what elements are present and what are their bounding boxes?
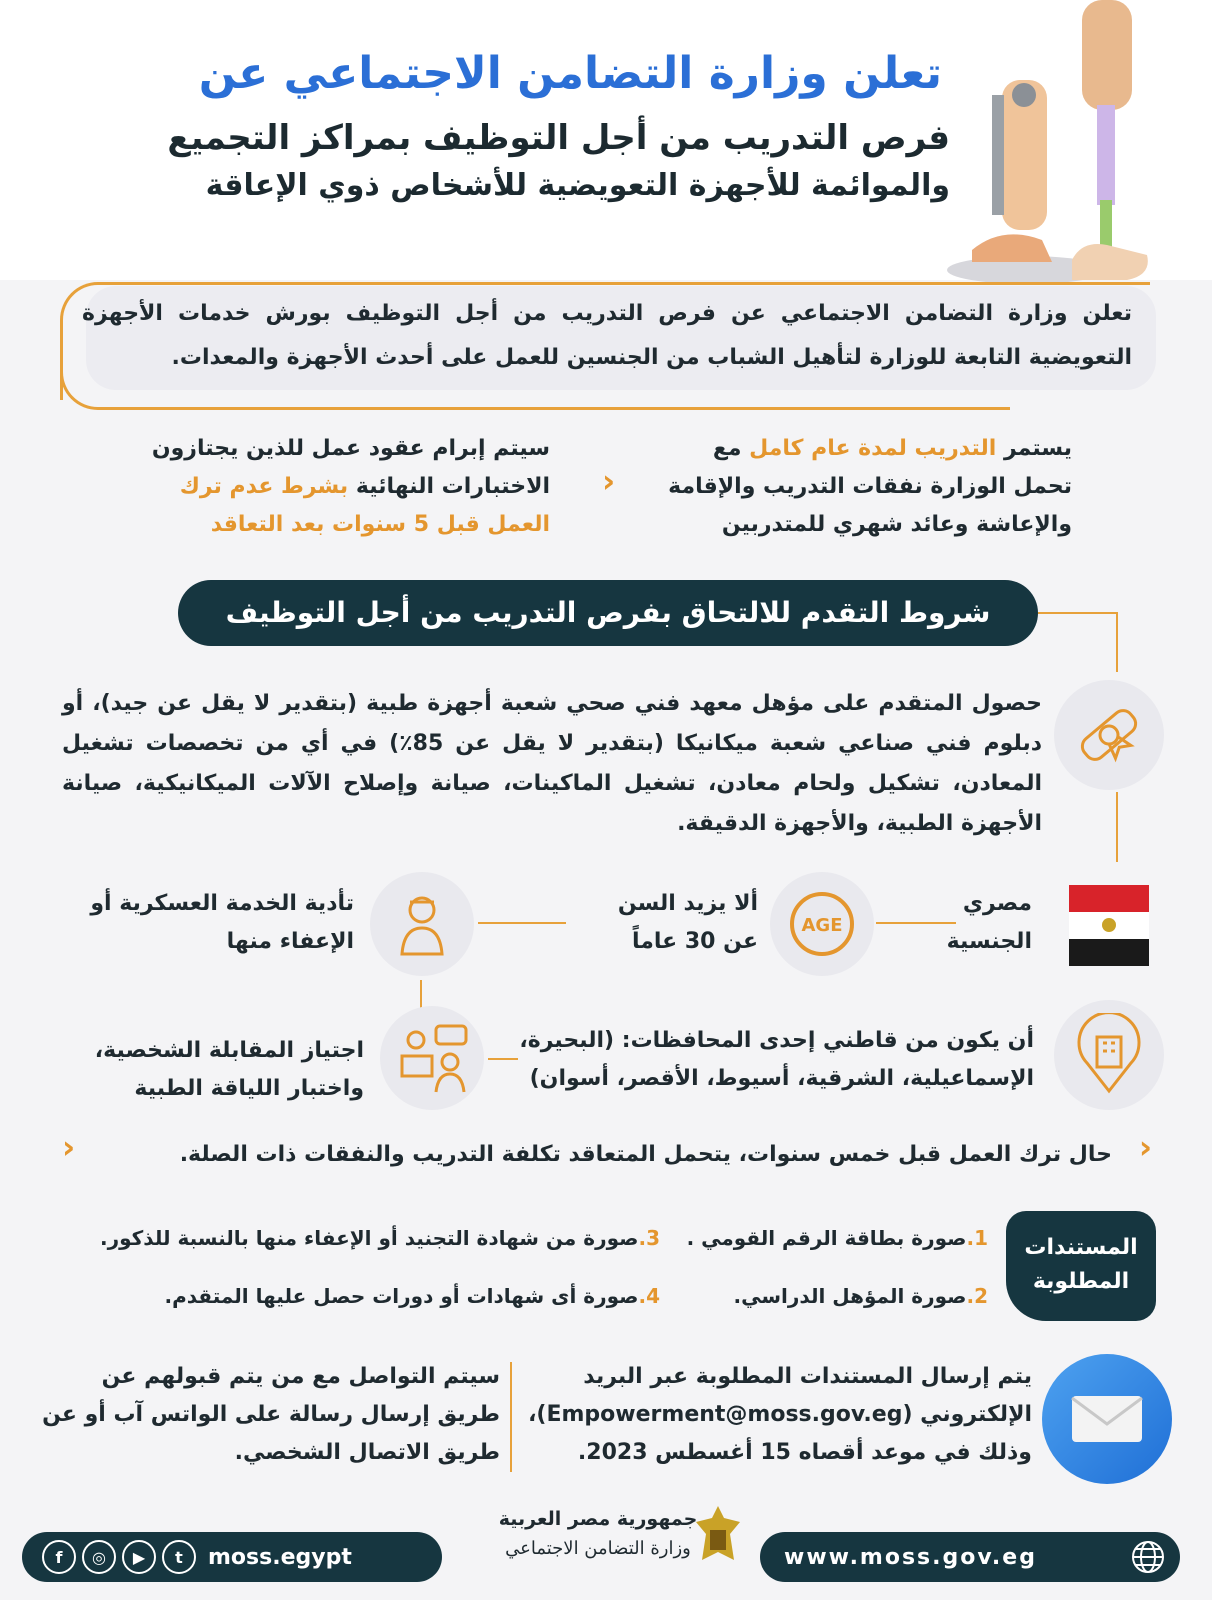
divider xyxy=(510,1362,512,1472)
globe-icon xyxy=(1130,1539,1166,1575)
connector-line xyxy=(1116,612,1118,672)
logo-ministry: وزارة التضامن الاجتماعي xyxy=(505,1538,691,1559)
age-icon xyxy=(770,872,874,976)
document-item xyxy=(648,1226,988,1250)
document-text: صورة أى شهادات أو دورات حصل عليها المتقدم. xyxy=(164,1284,639,1308)
email-submission-info: يتم إرسال المستندات المطلوبة عبر البريد الإلكتروني (Empowerment@moss.gov.eg)، وذلك في موعد أقصاه 15 أغسطس 2023. xyxy=(528,1364,1032,1465)
document-number: 4. xyxy=(638,1284,660,1308)
facebook-icon[interactable]: f xyxy=(42,1540,76,1574)
contract-info xyxy=(110,430,550,544)
certificate-icon xyxy=(1054,680,1164,790)
training-text-end: مع تحمل الوزارة نفقات التدريب والإقامة والإعاشة وعائد شهري للمتدربين xyxy=(668,436,1072,537)
contract-text: سيتم إبرام عقود عمل للذين يجتازون الاختبارات النهائية xyxy=(151,436,550,499)
training-info xyxy=(652,430,1072,544)
social-bar xyxy=(22,1532,442,1582)
age-label: AGE xyxy=(801,915,843,936)
penalty-note: حال ترك العمل قبل خمس سنوات، يتحمل المتعاقد تكلفة التدريب والنفقات ذات الصلة. xyxy=(179,1142,1112,1167)
age-condition: ألا يزيد السن عن 30 عاماً xyxy=(617,891,758,954)
connector-line xyxy=(876,922,956,924)
military-condition: تأدية الخدمة العسكرية أو الإعفاء منها xyxy=(90,891,354,954)
document-item xyxy=(648,1284,988,1308)
prosthetic-leg-illustration xyxy=(932,0,1162,295)
document-number: 3. xyxy=(638,1226,660,1250)
document-text: صورة من شهادة التجنيد أو الإعفاء منها بالنسبة للذكور. xyxy=(99,1226,639,1250)
website-link[interactable]: www.moss.gov.eg xyxy=(784,1544,1037,1570)
subtitle-line2: والموائمة للأجهزة التعويضية للأشخاص ذوي الإعاقة xyxy=(205,168,950,203)
document-text: صورة المؤهل الدراسي. xyxy=(733,1284,967,1308)
social-handle[interactable]: moss.egypt xyxy=(208,1544,352,1570)
youtube-icon[interactable]: ▶ xyxy=(122,1540,156,1574)
documents-title: المستندات المطلوبة xyxy=(1006,1211,1156,1321)
twitter-icon[interactable]: t xyxy=(162,1540,196,1574)
intro-text: تعلن وزارة التضامن الاجتماعي عن فرص التدريب من أجل التوظيف بورش خدمات الأجهزة التعويضية التابعة للوزارة لتأهيل الشباب من الجنسين للعمل على أحدث الأجهزة والمعدات. xyxy=(82,301,1132,370)
document-text: صورة بطاقة الرقم القومي . xyxy=(686,1226,967,1250)
connector-line xyxy=(488,1058,518,1060)
conditions-title: شروط التقدم للالتحاق بفرص التدريب من أجل التوظيف xyxy=(178,580,1038,646)
location-pin-icon xyxy=(1054,1000,1164,1110)
chevron-left-icon: ‹ xyxy=(602,462,616,500)
instagram-icon[interactable]: ◎ xyxy=(82,1540,116,1574)
training-duration: التدريب لمدة عام كامل xyxy=(749,436,997,461)
website-bar xyxy=(760,1532,1180,1582)
qualification-condition: حصول المتقدم على مؤهل معهد فني صحي شعبة أجهزة طبية (بتقدير لا يقل عن جيد)، أو دبلوم فني صناعي شعبة ميكانيكا (بتقدير لا يقل عن 85٪) في أي من تخصصات تشغيل المعادن، تشكيل ولحام معادن، تشغيل الماكينات، صيانة وإصلاح الآلات الميكانيكية، صيانة الأجهزة الطبية، والأجهزة الدقيقة. xyxy=(62,691,1042,836)
interview-condition: اجتياز المقابلة الشخصية، واختبار اللياقة الطبية xyxy=(94,1038,364,1101)
subtitle-line1: فرص التدريب من أجل التوظيف بمراكز التجميع xyxy=(167,118,950,158)
email-icon xyxy=(1042,1354,1172,1484)
chevron-left-icon: ‹ xyxy=(62,1128,76,1166)
egypt-flag-icon xyxy=(1054,870,1164,980)
chevron-left-icon: ‹ xyxy=(1138,1128,1152,1166)
document-item xyxy=(40,1226,660,1250)
contract-condition: بشرط عدم ترك العمل قبل 5 سنوات بعد التعاقد xyxy=(179,474,550,537)
logo-country: جمهورية مصر العربية xyxy=(498,1508,698,1530)
training-text-start: يستمر xyxy=(1003,436,1072,461)
nationality-condition: مصري الجنسية xyxy=(946,891,1032,954)
connector-line xyxy=(420,980,422,1010)
connector-line xyxy=(1116,792,1118,862)
eagle-emblem-icon xyxy=(690,1500,746,1580)
contact-info: سيتم التواصل مع من يتم قبولهم عن طريق إرسال رسالة على الواتس آب أو عن طريق الاتصال الشخصي. xyxy=(42,1364,500,1465)
connector-line xyxy=(478,922,566,924)
document-number: 1. xyxy=(966,1226,988,1250)
document-number: 2. xyxy=(966,1284,988,1308)
page-title: تعلن وزارة التضامن الاجتماعي عن xyxy=(198,48,942,99)
interview-icon xyxy=(380,1006,484,1110)
governorates-condition: أن يكون من قاطني إحدى المحافظات: (البحيرة، الإسماعيلية، الشرقية، أسيوط، الأقصر، أسوان) xyxy=(519,1028,1034,1091)
soldier-icon xyxy=(370,872,474,976)
document-item xyxy=(40,1284,660,1308)
connector-line xyxy=(1038,612,1118,614)
